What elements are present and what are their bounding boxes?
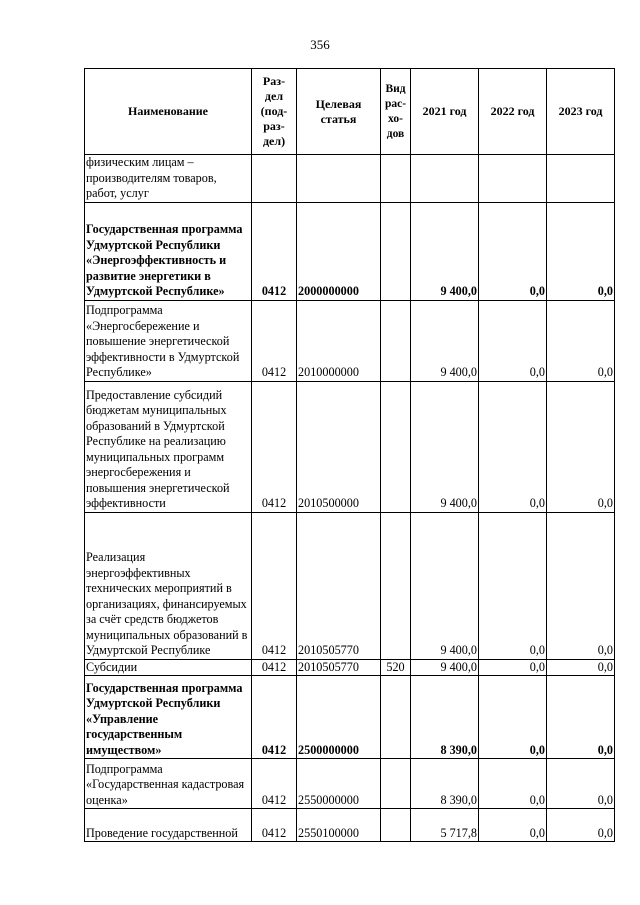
row-expense-type: 520 bbox=[381, 659, 411, 676]
table-row bbox=[85, 676, 615, 759]
row-expense-type bbox=[381, 155, 411, 203]
row-value-2022: 0,0 bbox=[479, 300, 547, 381]
col-header-2021: 2021 год bbox=[411, 69, 479, 155]
page-number: 356 bbox=[310, 37, 330, 52]
table-row bbox=[85, 202, 615, 300]
row-expense-type bbox=[381, 676, 411, 759]
row-value-2021: 8 390,0 bbox=[411, 676, 479, 759]
row-name: физическим лицам – производителям товаров, работ, услуг bbox=[85, 155, 252, 203]
row-value-2023: 0,0 bbox=[547, 759, 615, 809]
row-section bbox=[252, 155, 297, 203]
row-section: 0412 bbox=[252, 512, 297, 659]
row-name: Проведение государственной bbox=[85, 809, 252, 842]
row-section: 0412 bbox=[252, 300, 297, 381]
row-value-2023: 0,0 bbox=[547, 300, 615, 381]
row-target-code: 2010000000 bbox=[297, 300, 381, 381]
row-value-2021: 8 390,0 bbox=[411, 759, 479, 809]
row-name: Субсидии bbox=[85, 659, 252, 676]
budget-table bbox=[84, 68, 615, 842]
row-value-2021: 5 717,8 bbox=[411, 809, 479, 842]
row-value-2023: 0,0 bbox=[547, 676, 615, 759]
row-value-2021: 9 400,0 bbox=[411, 202, 479, 300]
row-name: Реализация энергоэффективных технических мероприятий в организациях, финансируемых за счёт средств бюджетов муниципальных образований в Удмуртской Республике bbox=[85, 512, 252, 659]
row-value-2021: 9 400,0 bbox=[411, 659, 479, 676]
row-value-2021: 9 400,0 bbox=[411, 300, 479, 381]
row-expense-type bbox=[381, 759, 411, 809]
row-target-code: 2010505770 bbox=[297, 659, 381, 676]
row-value-2023: 0,0 bbox=[547, 512, 615, 659]
table-row bbox=[85, 381, 615, 512]
row-value-2022: 0,0 bbox=[479, 512, 547, 659]
row-expense-type bbox=[381, 202, 411, 300]
row-expense-type bbox=[381, 809, 411, 842]
table-row bbox=[85, 759, 615, 809]
row-value-2022: 0,0 bbox=[479, 381, 547, 512]
row-value-2022: 0,0 bbox=[479, 676, 547, 759]
header-row bbox=[85, 69, 615, 155]
row-section: 0412 bbox=[252, 202, 297, 300]
row-value-2021: 9 400,0 bbox=[411, 512, 479, 659]
col-header-2022: 2022 год bbox=[479, 69, 547, 155]
row-value-2022: 0,0 bbox=[479, 659, 547, 676]
col-header-name: Наименование bbox=[85, 69, 252, 155]
row-value-2021 bbox=[411, 155, 479, 203]
table-row bbox=[85, 512, 615, 659]
table-row bbox=[85, 155, 615, 203]
col-header-section: Раз- дел (под- раз- дел) bbox=[252, 69, 297, 155]
row-value-2023: 0,0 bbox=[547, 659, 615, 676]
row-target-code: 2010500000 bbox=[297, 381, 381, 512]
row-section: 0412 bbox=[252, 759, 297, 809]
row-target-code: 2010505770 bbox=[297, 512, 381, 659]
row-value-2023: 0,0 bbox=[547, 381, 615, 512]
row-value-2022: 0,0 bbox=[479, 809, 547, 842]
row-section: 0412 bbox=[252, 676, 297, 759]
row-target-code bbox=[297, 155, 381, 203]
row-value-2023: 0,0 bbox=[547, 809, 615, 842]
col-header-target: Целевая статья bbox=[297, 69, 381, 155]
row-name: Подпрограмма «Государственная кадастровая оценка» bbox=[85, 759, 252, 809]
row-name: Предоставление субсидий бюджетам муниципальных образований в Удмуртской Республике на реализацию муниципальных программ энергосбережения и повышения энергетической эффективности bbox=[85, 381, 252, 512]
row-value-2022: 0,0 bbox=[479, 202, 547, 300]
row-name: Подпрограмма «Энергосбережение и повышение энергетической эффективности в Удмуртской Республике» bbox=[85, 300, 252, 381]
col-header-type: Вид рас- хо- дов bbox=[381, 69, 411, 155]
row-value-2021: 9 400,0 bbox=[411, 381, 479, 512]
row-value-2023: 0,0 bbox=[547, 202, 615, 300]
col-header-2023: 2023 год bbox=[547, 69, 615, 155]
row-value-2023 bbox=[547, 155, 615, 203]
row-value-2022: 0,0 bbox=[479, 759, 547, 809]
row-name: Государственная программа Удмуртской Республики «Управление государственным имуществом» bbox=[85, 676, 252, 759]
row-target-code: 2550100000 bbox=[297, 809, 381, 842]
row-target-code: 2000000000 bbox=[297, 202, 381, 300]
row-value-2022 bbox=[479, 155, 547, 203]
row-section: 0412 bbox=[252, 809, 297, 842]
row-name: Государственная программа Удмуртской Республики «Энергоэффективность и развитие энергетики в Удмуртской Республике» bbox=[85, 202, 252, 300]
row-section: 0412 bbox=[252, 659, 297, 676]
row-expense-type bbox=[381, 381, 411, 512]
table-row bbox=[85, 659, 615, 676]
table-row bbox=[85, 300, 615, 381]
row-expense-type bbox=[381, 300, 411, 381]
row-target-code: 2500000000 bbox=[297, 676, 381, 759]
row-section: 0412 bbox=[252, 381, 297, 512]
row-target-code: 2550000000 bbox=[297, 759, 381, 809]
table-row bbox=[85, 809, 615, 842]
row-expense-type bbox=[381, 512, 411, 659]
